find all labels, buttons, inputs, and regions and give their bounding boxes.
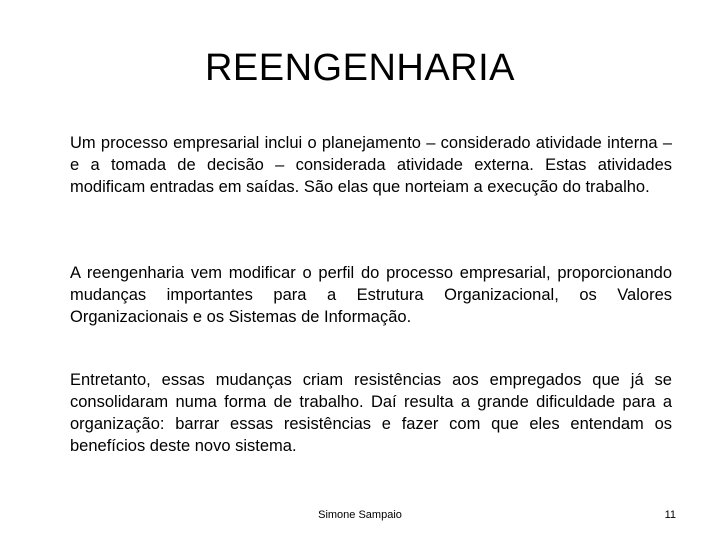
paragraph-reengineering: A reengenharia vem modificar o perfil do processo empresarial, proporcionando mudanças importantes para a Estrutura Organizacional, os Valores Organizacionais e os Sistemas de Informação. [70,264,672,326]
paragraph-planning: Um processo empresarial inclui o planejamento – considerado atividade interna – e a tomada de decisão – considerada atividade externa. Estas atividades modificam entradas em saídas. São elas que norteiam a execução do trabalho. [70,134,672,196]
slide-title: REENGENHARIA [204,47,516,89]
footer-author: Simone Sampaio [318,509,402,521]
footer-page-number: 11 [664,509,676,521]
paragraph-resistance: Entretanto, essas mudanças criam resistências aos empregados que já se consolidaram numa forma de trabalho. Daí resulta a grande dificuldade para a organização: barrar essas resistências e fazer com que eles entendam os benefícios deste novo sistema. [70,371,672,455]
